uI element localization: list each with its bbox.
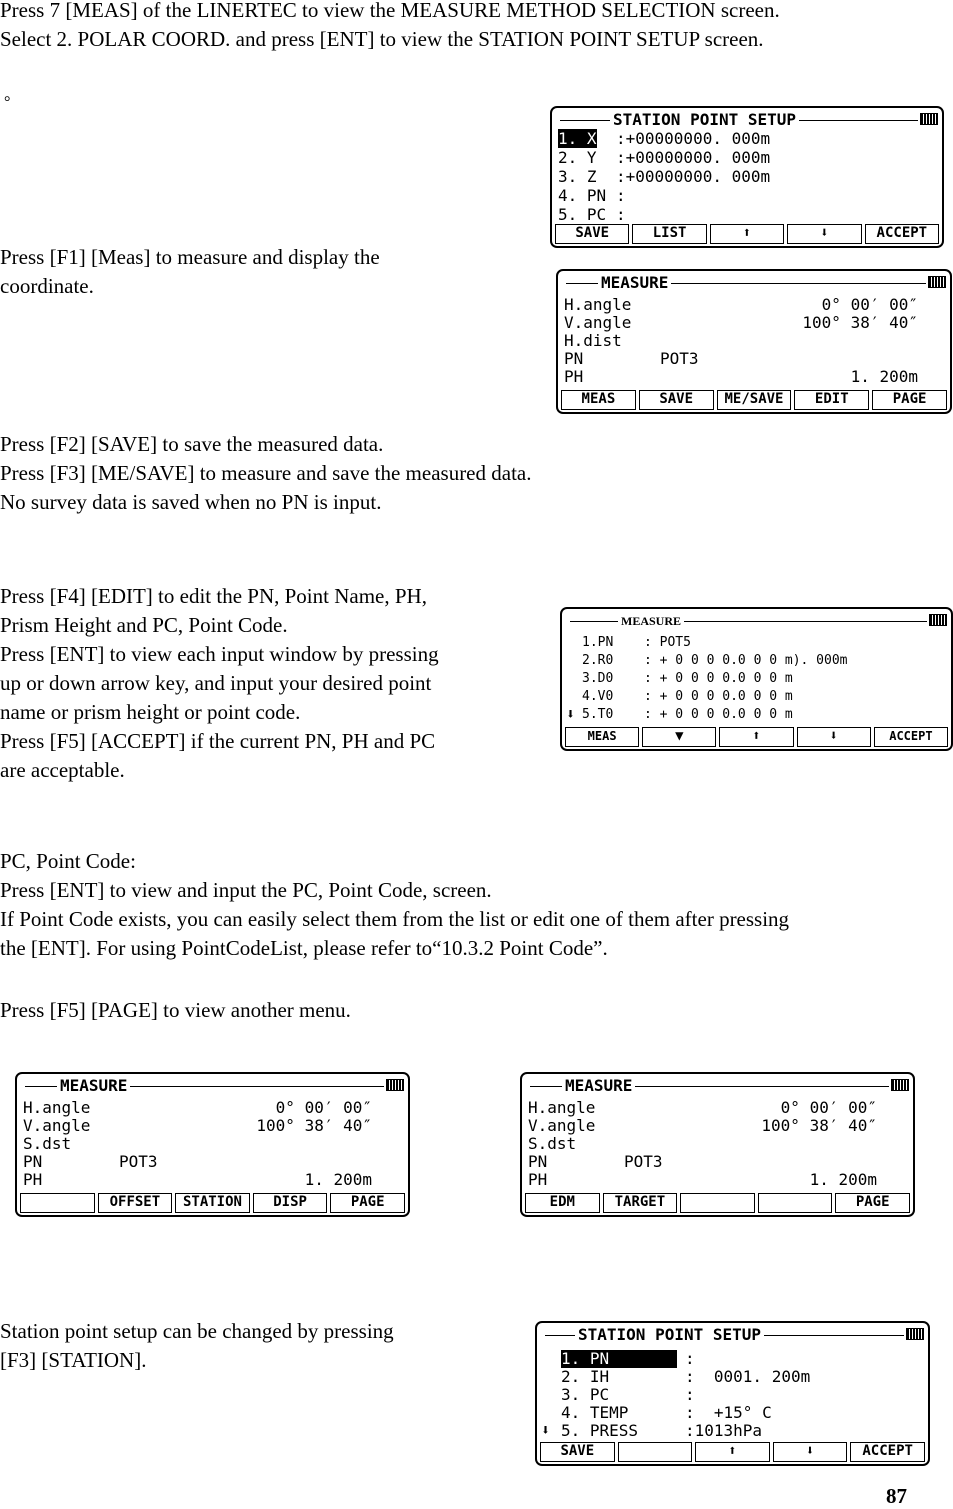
row-label: 3.D0 (582, 671, 614, 686)
row-label: V.angle (23, 1116, 91, 1135)
battery-icon (906, 1328, 924, 1340)
row-value: 0° 00′ 00″ (780, 1098, 877, 1117)
screen-title: STATION POINT SETUP (610, 110, 799, 130)
row-label: V.angle (528, 1116, 596, 1135)
f1-edm-key[interactable]: EDM (525, 1193, 600, 1213)
f4-edit-key[interactable]: EDIT (794, 390, 869, 410)
row-value: :+00000000. 000m (616, 167, 771, 186)
row-value: : POT5 (644, 635, 691, 650)
f2-save-key[interactable]: SAVE (639, 390, 714, 410)
row-label: S.dst (23, 1134, 72, 1153)
row-value: 100° 38′ 40″ (802, 313, 918, 332)
battery-icon (386, 1079, 404, 1091)
row-value: 0° 00′ 00″ (821, 295, 918, 314)
page-number: 87 (886, 1484, 907, 1508)
row-label: PH (23, 1170, 43, 1189)
row-label: H.angle (528, 1098, 596, 1117)
f4-disp-key[interactable]: DISP (253, 1193, 328, 1213)
screen-title: MEASURE (618, 611, 684, 631)
f1-line-1: Press [F1] [Meas] to measure and display the (0, 245, 380, 269)
screen-title: STATION POINT SETUP (575, 1325, 764, 1345)
row-value: 100° 38′ 40″ (256, 1116, 372, 1135)
row-value: :+00000000. 000m (616, 129, 771, 148)
f3-blank-key[interactable] (680, 1193, 755, 1213)
f3-up-arrow-icon[interactable]: ⬆ (695, 1442, 770, 1462)
row-label: 2.R0 (582, 653, 614, 668)
f2-list-key[interactable]: LIST (632, 224, 706, 244)
row-value: : + 0 0 0 0.0 0 0 m (644, 671, 793, 686)
row-value: : +15° C (685, 1403, 772, 1422)
f5-line: Press [F5] [PAGE] to view another menu. (0, 998, 351, 1022)
f5-page-key[interactable]: PAGE (872, 390, 947, 410)
f1-meas-key[interactable]: MEAS (561, 390, 636, 410)
row-value: 1. 200m (809, 1170, 877, 1189)
row-label: 2. Y (558, 148, 597, 167)
f1-line-2: coordinate. (0, 274, 94, 298)
no-pn-line: No survey data is saved when no PN is input. (0, 490, 382, 514)
f2-blank-key[interactable] (618, 1442, 693, 1462)
f3-station-key[interactable]: STATION (175, 1193, 250, 1213)
row-label: 2. IH (561, 1367, 610, 1386)
intro-line-2: Select 2. POLAR COORD. and press [ENT] to view the STATION POINT SETUP screen. (0, 27, 764, 51)
f1-meas-key[interactable]: MEAS (565, 727, 639, 747)
row-label: PH (528, 1170, 548, 1189)
row-value: POT3 (660, 349, 699, 368)
f3-line: Press [F3] [ME/SAVE] to measure and save the measured data. (0, 461, 532, 485)
station-point-setup-screen-1 (550, 106, 944, 248)
row-label: 3. Z (558, 167, 597, 186)
f1-save-key[interactable]: SAVE (540, 1442, 615, 1462)
row-label: V.angle (564, 313, 632, 332)
row-value: :+00000000. 000m (616, 148, 771, 167)
row-label: 1. PN (561, 1350, 677, 1368)
f4-line-5: name or prism height or point code. (0, 700, 301, 724)
f4-line-7: are acceptable. (0, 758, 125, 782)
pc-line-2: If Point Code exists, you can easily select them from the list or edit one of them after pressing (0, 907, 790, 931)
row-label: PN (564, 349, 584, 368)
station-line-2: [F3] [STATION]. (0, 1348, 147, 1372)
row-value: POT3 (119, 1152, 158, 1171)
f4-line-3: Press [ENT] to view each input window by pressing (0, 642, 439, 666)
screen-title: MEASURE (57, 1076, 130, 1096)
row-value: 100° 38′ 40″ (761, 1116, 877, 1135)
row-label: 5. PC (558, 205, 607, 224)
row-label: 4. TEMP (561, 1403, 629, 1422)
degree-mark: ° (4, 94, 11, 111)
row-label: 5.T0 (582, 707, 614, 722)
f3-up-arrow-icon[interactable]: ⬆ (710, 224, 784, 244)
row-label: H.angle (564, 295, 632, 314)
pc-line-1: Press [ENT] to view and input the PC, Point Code, screen. (0, 878, 492, 902)
pc-heading: PC, Point Code: (0, 849, 136, 873)
row-label: PN (528, 1152, 548, 1171)
f1-save-key[interactable]: SAVE (555, 224, 629, 244)
f4-down-arrow-icon[interactable]: ⬇ (787, 224, 861, 244)
scroll-down-arrow-icon: ⬇ (541, 1421, 551, 1439)
f4-down-arrow-icon[interactable]: ⬇ (773, 1442, 848, 1462)
row-value: 0° 00′ 00″ (275, 1098, 372, 1117)
f3-me-save-key[interactable]: ME/SAVE (717, 390, 792, 410)
row-label: H.dist (564, 331, 622, 350)
station-line-1: Station point setup can be changed by pressing (0, 1319, 394, 1343)
row-label: S.dst (528, 1134, 577, 1153)
row-value: : (616, 186, 626, 205)
battery-icon (928, 276, 946, 288)
row-value: :1013hPa (685, 1421, 763, 1440)
f4-line-4: up or down arrow key, and input your desired point (0, 671, 432, 695)
f4-blank-key[interactable] (758, 1193, 833, 1213)
measure-screen-1 (556, 269, 952, 414)
f5-accept-key[interactable]: ACCEPT (850, 1442, 925, 1462)
row-label: H.angle (23, 1098, 91, 1117)
row-value: : (685, 1349, 695, 1368)
measure-edit-screen (560, 607, 953, 751)
battery-icon (920, 113, 938, 125)
row-value: POT3 (624, 1152, 663, 1171)
screen-title: MEASURE (598, 273, 671, 293)
row-label: 4.V0 (582, 689, 614, 704)
f5-accept-key[interactable]: ACCEPT (874, 727, 948, 747)
row-label: 4. PN (558, 186, 607, 205)
f5-page-key[interactable]: PAGE (835, 1193, 910, 1213)
row-value: : + 0 0 0 0.0 0 0 m (644, 707, 793, 722)
row-value: : (616, 205, 626, 224)
f1-blank-key[interactable] (20, 1193, 95, 1213)
f2-offset-key[interactable]: OFFSET (98, 1193, 173, 1213)
f2-target-key[interactable]: TARGET (603, 1193, 678, 1213)
f3-up-arrow-icon[interactable]: ⬆ (719, 727, 793, 747)
scroll-down-arrow-icon: ⬇ (566, 705, 576, 723)
f4-line-1: Press [F4] [EDIT] to edit the PN, Point Name, PH, (0, 584, 427, 608)
pc-line-3: the [ENT]. For using PointCodeList, please refer to“10.3.2 Point Code”. (0, 936, 608, 960)
row-value: : 0001. 200m (685, 1367, 811, 1386)
row-label: PN (23, 1152, 43, 1171)
f5-page-key[interactable]: PAGE (330, 1193, 405, 1213)
row-label: 1.PN (582, 635, 614, 650)
f5-accept-key[interactable]: ACCEPT (865, 224, 939, 244)
f4-line-2: Prism Height and PC, Point Code. (0, 613, 288, 637)
row-value: : + 0 0 0 0.0 0 0 m). 000m (644, 653, 848, 668)
row-label: 5. PRESS (561, 1421, 639, 1440)
row-label: 3. PC (561, 1385, 610, 1404)
row-value: 1. 200m (304, 1170, 372, 1189)
screen-title: MEASURE (562, 1076, 635, 1096)
station-point-setup-screen-2 (535, 1321, 930, 1466)
measure-screen-page-2 (15, 1072, 410, 1217)
battery-icon (891, 1079, 909, 1091)
f4-line-6: Press [F5] [ACCEPT] if the current PN, PH and PC (0, 729, 436, 753)
f4-down-arrow-icon[interactable]: ⬇ (797, 727, 871, 747)
f2-line: Press [F2] [SAVE] to save the measured data. (0, 432, 384, 456)
row-label: 1. X (558, 129, 597, 148)
row-value: 1. 200m (850, 367, 918, 386)
battery-icon (929, 614, 947, 626)
measure-screen-page-3 (520, 1072, 915, 1217)
row-value: : (685, 1385, 695, 1404)
row-value: : + 0 0 0 0.0 0 0 m (644, 689, 793, 704)
intro-line-1: Press 7 [MEAS] of the LINERTEC to view the MEASURE METHOD SELECTION screen. (0, 0, 780, 22)
f2-down-triangle-icon[interactable]: ▼ (642, 727, 716, 747)
row-label: PH (564, 367, 584, 386)
